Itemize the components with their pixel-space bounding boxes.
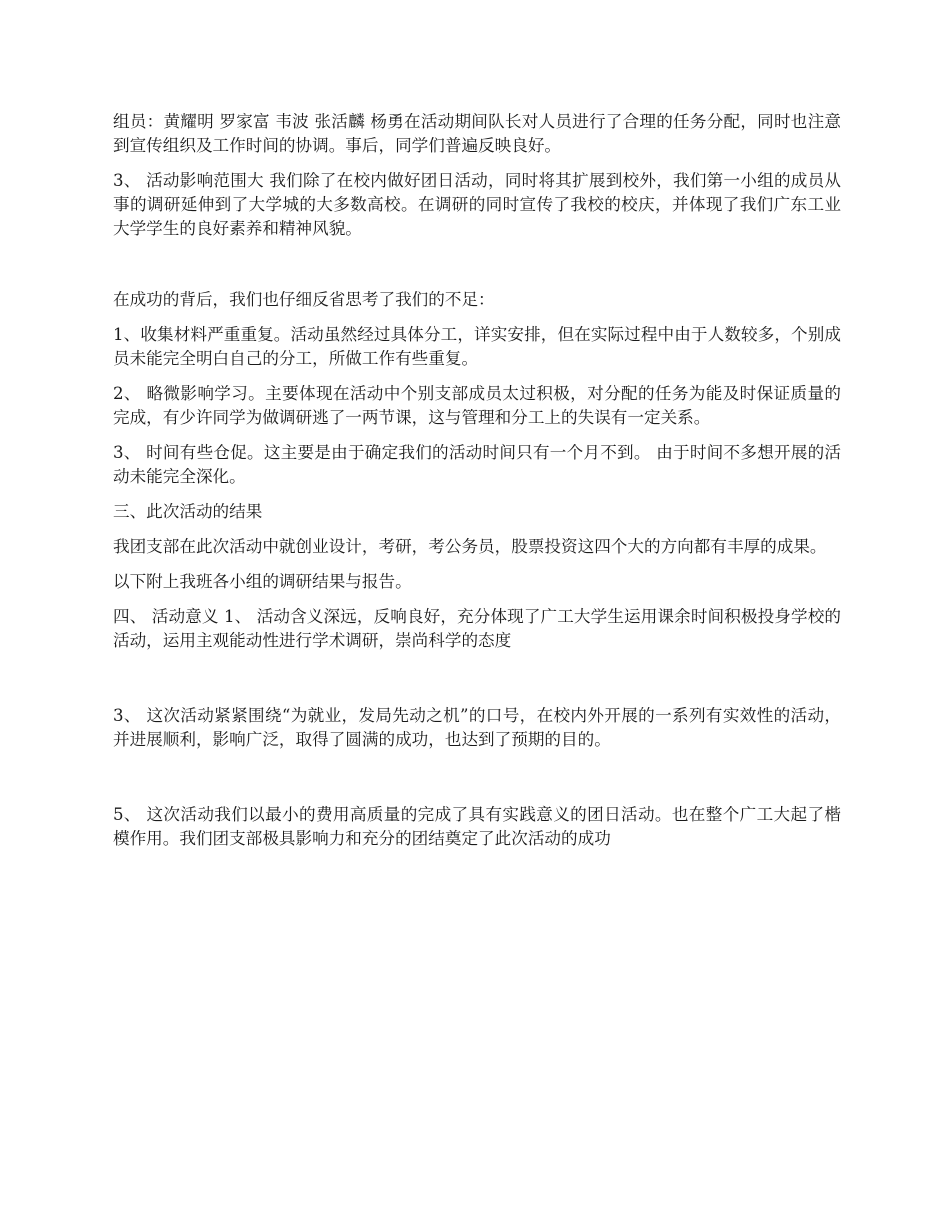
section-heading-results: 三、此次活动的结果 [113,502,263,521]
paragraph-attachment-note: 以下附上我班各小组的调研结果与报告。 [113,572,412,591]
paragraph-significance-1: 四、 活动意义 1、 活动含义深远，反响良好，充分体现了广工大学生运用课余时间积极投身学校的活动，运用主观能动性进行学术调研，崇尚科学的态度 [113,607,841,650]
paragraph-significance-3: 3、 这次活动紧紧围绕“为就业，发局先动之机”的口号，在校内外开展的一系列有实效性的活动，并进展顺利，影响广泛，取得了圆满的成功，也达到了预期的目的。 [113,706,841,749]
paragraph-team-members: 组员：黄耀明 罗家富 韦波 张活麟 杨勇在活动期间队长对人员进行了合理的任务分配，同时也注意到宣传组织及工作时间的协调。事后，同学们普遍反映良好。 [113,112,841,155]
document-body [113,110,841,862]
paragraph-shortcoming-3: 3、 时间有些仓促。这主要是由于确定我们的活动时间只有一个月不到。 由于时间不多想开展的活动未能完全深化。 [113,443,841,486]
paragraph-significance-5: 5、 这次活动我们以最小的费用高质量的完成了具有实践意义的团日活动。也在整个广工大起了楷模作用。我们团支部极具影响力和充分的团结奠定了此次活动的成功 [113,805,841,848]
paragraph-results: 我团支部在此次活动中就创业设计，考研，考公务员，股票投资这四个大的方向都有丰厚的成果。 [113,537,827,556]
paragraph-shortcoming-2: 2、 略微影响学习。主要体现在活动中个别支部成员太过积极，对分配的任务为能及时保证质量的完成，有少许同学为做调研逃了一两节课，这与管理和分工上的失误有一定关系。 [113,384,841,427]
paragraph-shortcoming-1: 1、收集材料严重重复。活动虽然经过具体分工，详实安排，但在实际过程中由于人数较多，个别成员未能完全明白自己的分工，所做工作有些重复。 [113,325,841,368]
paragraph-shortcomings-intro: 在成功的背后，我们也仔细反省思考了我们的不足： [113,290,495,309]
paragraph-impact-scope: 3、 活动影响范围大 我们除了在校内做好团日活动，同时将其扩展到校外，我们第一小组的成员从事的调研延伸到了大学城的大多数高校。在调研的同时宣传了我校的校庆，并体现了我们广东工业大学学生的良好素养和精神风貌。 [113,171,841,238]
